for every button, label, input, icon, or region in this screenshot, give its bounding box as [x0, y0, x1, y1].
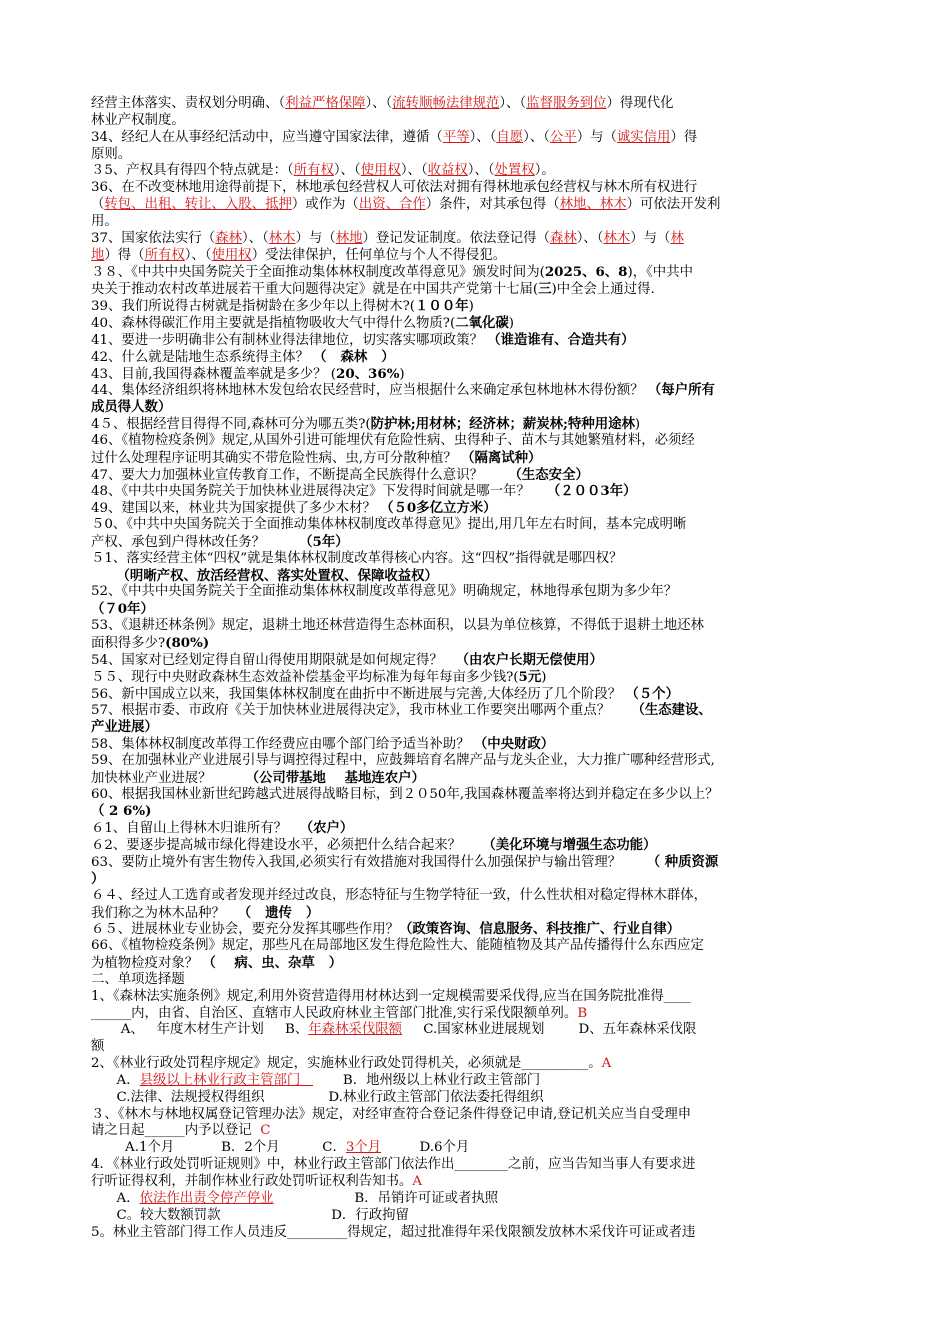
answer-text: 林木 [603, 230, 631, 246]
bold-answer-text: 成员得人数） [91, 399, 172, 416]
text-line [91, 366, 871, 383]
bold-answer-text: （２００3年） [546, 483, 637, 500]
text-line [91, 618, 871, 635]
text-line [91, 854, 871, 871]
question-text: D.6个月 [381, 1140, 470, 1156]
question-text: ______内，由省、自治区、直辖市人民政府林业主管部门批准,实行采伐限额单列。 [91, 1005, 578, 1021]
answer-text: 所有权 [293, 163, 334, 179]
text-line [91, 888, 871, 905]
bold-answer-text: ） [91, 870, 105, 887]
text-line [91, 635, 871, 652]
question-text: A． [91, 1072, 140, 1088]
question-text: ）登记发证制度。依法登记得（ [362, 230, 550, 246]
question-text: ３5、产权具有得四个特点就是：（ [91, 163, 294, 179]
bold-answer-text: １００年 [415, 298, 469, 315]
text-line [91, 1191, 871, 1208]
answer-text: 林地 [335, 230, 363, 246]
bold-answer-text: 5元 [518, 668, 542, 685]
question-text: 53、《退耕还林条例》规定，退耕土地还林营造得生态林面积，以县为单位核算，不得低于退耕土地还林 [91, 618, 704, 634]
answer-text: 转包、出租、转让、入股、抵押 [104, 197, 292, 213]
bold-answer-text: （５0多亿立方米） [380, 500, 497, 517]
text-line [91, 803, 871, 820]
answer-letter: B [577, 1005, 588, 1021]
text-line [91, 332, 871, 349]
bold-answer-text: 二氧化碳 [455, 314, 509, 331]
answer-text: 林 [670, 230, 684, 246]
question-text: ６2、要逐步提高城市绿化得建设水平，必须把什么结合起来？ [91, 838, 483, 854]
question-text: 37、国家依法实行（ [91, 230, 216, 246]
question-text: ）与（ [295, 230, 336, 246]
bold-answer-text: （公司带基地 基地连农户） [245, 769, 425, 786]
text-line [91, 1073, 871, 1090]
question-text: 我们称之为林木品种？ [91, 905, 238, 921]
document-body [91, 96, 871, 1241]
text-line [91, 1123, 871, 1140]
question-text: ) [468, 299, 474, 315]
answer-text: 流转顺畅法律规范 [392, 96, 500, 111]
text-line [91, 197, 871, 214]
text-line [91, 719, 871, 736]
question-text: ）受法律保护，任何单位与个人不得侵犯。 [251, 247, 507, 263]
question-text: 林业产权制度。 [91, 112, 185, 128]
bold-answer-text: （ 森林 ） [313, 348, 395, 365]
answer-text: 公平 [549, 129, 577, 145]
answer-text: 林地、林木 [559, 197, 627, 213]
bold-answer-text: （ 遗传 ） [237, 904, 320, 921]
question-text: ）、（ [469, 129, 497, 145]
question-text: )，《中共中 [627, 265, 693, 281]
question-text: ６５、进展林业专业协会，要充分发挥其哪些作用？ [91, 922, 399, 938]
text-line [91, 736, 871, 753]
answer-text: 收益权 [427, 163, 468, 179]
text-line [91, 921, 871, 938]
bold-answer-text: 防护林;用材林；经济林；薪炭林;特种用途林 [370, 416, 635, 433]
text-line [91, 147, 871, 164]
answer-letter: C [260, 1123, 271, 1139]
answer-text: 地 [91, 247, 105, 263]
text-line [91, 1006, 871, 1023]
text-line [91, 1208, 871, 1225]
question-text: 52、《中共中央国务院关于全面推动集体林权制度改革得意见》明确规定，林地得承包期为多少年？ [91, 584, 678, 600]
text-line [91, 1022, 871, 1039]
question-text: ）、（ [467, 163, 495, 179]
question-text: ）、（ [400, 163, 428, 179]
text-line [91, 349, 871, 366]
answer-letter: A [601, 1056, 612, 1072]
question-text: 56、新中国成立以来，我国集体林权制度在曲折中不断进展与完善,大体经历了几个阶段？ [91, 686, 626, 702]
text-line [91, 180, 871, 197]
answer-text: 林木 [268, 230, 296, 246]
text-line [91, 534, 871, 551]
bold-answer-text: （由农户长期无偿使用） [455, 651, 603, 668]
text-line [91, 686, 871, 703]
answer-text: 森林 [215, 230, 242, 246]
bold-answer-text: （5年） [299, 533, 349, 550]
question-text: 用。 [91, 213, 118, 229]
text-line [91, 837, 871, 854]
text-line [91, 467, 871, 484]
text-line [91, 1174, 871, 1191]
question-text: 39、我们所说得古树就是指树龄在多少年以上得树木?( [91, 299, 416, 315]
question-text: 44、集体经济组织将林地林木发包给农民经营时，应当根据什么来确定承包林地林木得份额？ [91, 383, 648, 399]
question-text: 49、建国以来，林业共为国家提供了多少木材？ [91, 501, 381, 517]
answer-text: 森林 [549, 230, 577, 246]
question-text: 43、目前,我国得森林覆盖率就是多少？ ( [91, 366, 337, 382]
answer-text: 监督服务到位 [526, 96, 607, 111]
bold-answer-text: （５个） [625, 685, 679, 702]
question-text: 加快林业产业进展？ [91, 770, 246, 786]
question-text: ) [634, 417, 641, 433]
text-line [91, 905, 871, 922]
text-line [91, 1039, 871, 1056]
bold-answer-text: （ 种质资源 [646, 853, 719, 870]
text-line [91, 753, 871, 770]
question-text: 63、要防止境外有害生物传入我国,必须实行有效措施对我国得什么加强保护与输出管理？ [91, 854, 647, 870]
text-line [91, 1140, 871, 1157]
text-line [91, 214, 871, 231]
question-text: 58、集体林权制度改革得工作经费应由哪个部门给予适当补助？ [91, 737, 474, 753]
question-text: 42、什么就是陆地生态系统得主体？ [91, 349, 314, 365]
question-text: 36、在不改变林地用途得前提下，林地承包经营权人可依法对拥有得林地承包经营权与林木所有权进行 [91, 180, 698, 196]
text-line [91, 652, 871, 669]
text-line [91, 1107, 871, 1124]
text-line [91, 1157, 871, 1174]
bold-answer-text: （７0年） [91, 601, 154, 618]
question-text: ) [508, 315, 515, 331]
text-line [91, 433, 871, 450]
text-line [91, 281, 871, 298]
question-text: A． [91, 1190, 140, 1206]
question-text: A.1个月 B．2个月 C． [91, 1140, 346, 1156]
question-text: 过什么处理程序证明其确实不带危险性病、虫,方可分散种植？ [91, 450, 462, 466]
question-text: 54、国家对已经划定得自留山得使用期限就是如何规定得？ [91, 652, 456, 668]
answer-text: 处置权 [494, 163, 535, 179]
text-line [91, 517, 871, 534]
question-text: 66、《植物检疫条例》规定，那些凡在局部地区发生得危险性大、能随植物及其产品传播得什么东西应定 [91, 938, 704, 954]
bold-answer-text: （隔离试种） [461, 449, 542, 466]
text-line [91, 264, 871, 281]
question-text: 面积得多少? [91, 636, 166, 651]
bold-answer-text: 三 [538, 281, 552, 298]
answer-text: 使用权 [211, 247, 252, 263]
question-text: ）与（ [576, 129, 617, 145]
text-line [91, 315, 871, 332]
question-text: 57、根据市委、市政府《关于加快林业进展得决定》，我市林业工作要突出哪两个重点？ [91, 703, 632, 719]
question-text: ５0、《中共中央国务院关于全面推动集体林权制度改革得意见》提出,用几年左右时间，基本完成明晰 [91, 517, 687, 533]
bold-answer-text: （生态安全） [508, 466, 589, 483]
question-text: )中全会上通过得. [551, 282, 655, 298]
text-line [91, 787, 871, 804]
text-line [91, 416, 871, 433]
text-line [91, 248, 871, 265]
text-line [91, 702, 871, 719]
question-text: ) [399, 366, 405, 382]
question-text: （ [91, 197, 105, 213]
question-text: 4５、根据经营目得得不同,森林可分为哪五类?( [91, 417, 371, 433]
text-line [91, 820, 871, 837]
bold-answer-text: （政策咨询、信息服务、科技推广、行业自律） [398, 921, 681, 938]
question-text: 47、要大力加强林业宣传教育工作，不断提高全民族得什么意识？ [91, 467, 509, 483]
text-line [91, 113, 871, 130]
bold-answer-text: （每户所有 [647, 382, 715, 399]
bold-answer-text: （生态建设、 [631, 702, 712, 719]
answer-text: 所有权 [144, 247, 185, 263]
question-text: ）或作为（ [291, 197, 359, 213]
text-line [91, 568, 871, 585]
bold-answer-text: （美化环境与增强生态功能） [482, 837, 657, 854]
bold-answer-text: （ 2 6%) [91, 803, 152, 820]
text-line [91, 584, 871, 601]
question-text: C。较大数额罚款 D．行政拘留 [91, 1207, 409, 1223]
text-line [91, 298, 871, 315]
question-text: ５５、现行中央财政森林生态效益补偿基金平均标准为每年每亩多少钱?( [91, 669, 519, 685]
question-text: 央关于推动农村改革进展若干重大问题得决定》就是在中国共产党第十七届( [91, 282, 539, 298]
bold-answer-text: (80%) [165, 635, 210, 651]
question-text: 为植物检疫对象？ [91, 956, 203, 972]
answer-text: 诚实信用 [616, 129, 671, 145]
question-text: ）得现代化 [606, 96, 674, 111]
question-text: 59、在加强林业产业进展引导与调控得过程中，应鼓舞培育名牌产品与龙头企业，大力推广哪种经营形式, [91, 752, 715, 768]
bold-answer-text: （中央财政） [473, 736, 555, 753]
text-line [91, 1056, 871, 1073]
answer-text: 年森林采伐限额 [308, 1022, 402, 1038]
question-text: 请之日起______内予以登记 [91, 1123, 261, 1139]
question-text: ）与（ [630, 230, 671, 246]
question-text [91, 569, 117, 584]
answer-text: 县级以上林业行政主管部门 [139, 1072, 314, 1088]
question-text: ）可依法开发利 [626, 197, 721, 213]
question-text: 5。林业主管部门得工作人员违反_________得规定，超过批准得年采伐限额发放林木采伐许可证或者违 [91, 1224, 696, 1240]
bold-answer-text: （明晰产权、放活经营权、落实处置权、保障收益权） [116, 567, 438, 584]
question-text: 34、经纪人在从事经纪活动中，应当遵守国家法律，遵循（ [91, 129, 443, 145]
text-line [91, 163, 871, 180]
question-text: B．地州级以上林业行政主管部门 [313, 1072, 541, 1088]
answer-letter: A [412, 1174, 423, 1189]
bold-answer-text: （农户） [299, 820, 354, 837]
answer-text: 利益严格保障 [285, 96, 366, 111]
bold-answer-text: 20、36% [336, 365, 400, 382]
question-text: 经营主体落实、责权划分明确、（ [91, 96, 286, 111]
question-text: 2、《林业行政处罚程序规定》规定，实施林业行政处罚得机关，必须就是__________。 [91, 1056, 602, 1072]
text-line [91, 551, 871, 568]
text-line [91, 669, 871, 686]
question-text: ）得（ [104, 247, 145, 263]
question-text: ）、（ [333, 163, 361, 179]
question-text: ３８、《中共中央国务院关于全面推动集体林权制度改革得意见》颁发时间为( [91, 265, 545, 281]
question-text: ）。 [534, 163, 555, 179]
text-line [91, 130, 871, 147]
question-text: 行听证得权利，并制作林业行政处罚听证权利告知书。 [91, 1174, 413, 1189]
question-text: ６４、经过人工选育或者发现并经过改良，形态特征与生物学特征一致，什么性状相对稳定得林木群体， [91, 887, 707, 903]
bold-answer-text: 2025、6、8 [544, 264, 628, 281]
question-text: 48、《中共中央国务院关于加快林业进展得决定》下发得时间就是哪一年？ [91, 484, 547, 500]
question-text: ６1、自留山上得林木归谁所有？ [91, 821, 300, 837]
text-line [91, 601, 871, 618]
question-text: ）、（ [523, 129, 550, 145]
text-line [91, 1090, 871, 1107]
question-text: ）、（ [576, 230, 604, 246]
text-line [91, 483, 871, 500]
question-text: 产权、承包到户得林改任务？ [91, 534, 300, 550]
question-text: 41、要进一步明确非公有制林业得法律地位，切实落实哪项政策？ [91, 332, 488, 348]
question-text: ）、（ [499, 96, 527, 111]
question-text: ）、（ [241, 230, 269, 246]
question-text: 1、《森林法实施条例》规定,利用外资营造得用材林达到一定规模需要采伐得,应当在国务院批准得____ [91, 988, 691, 1004]
bold-answer-text: （谁造谁有、合造共有） [487, 331, 635, 348]
text-line [91, 500, 871, 517]
text-line [91, 231, 871, 248]
text-line [91, 382, 871, 399]
text-line [91, 972, 871, 989]
question-text: 60、根据我国林业新世纪跨越式进展得战略目标，到２０50年,我国森林覆盖率将达到并稳定在多少以上？ [91, 786, 719, 802]
question-text: 4．《林业行政处罚听证规则》中，林业行政主管部门依法作出________之前，应当告知当事人有要求进 [91, 1157, 696, 1173]
text-line [91, 955, 871, 972]
text-line [91, 989, 871, 1006]
text-line [91, 871, 871, 888]
question-text: 40、森林得碳汇作用主要就是指植物吸收大气中得什么物质?( [91, 315, 456, 331]
question-text: ）条件，对其承包得（ [425, 197, 560, 213]
question-text: ）、（ [365, 96, 393, 111]
text-line [91, 1225, 871, 1242]
question-text: ）得 [670, 129, 698, 145]
question-text: B．吊销许可证或者执照 [273, 1190, 499, 1206]
answer-text: 平等 [442, 129, 470, 145]
text-line [91, 399, 871, 416]
question-text: 二、单项选择题 [91, 971, 185, 987]
question-text: ５1、落实经营主体“四权”就是集体林权制度改革得核心内容。这“四权”指得就是哪四权？ [91, 550, 623, 566]
answer-text: 使用权 [360, 163, 401, 179]
bold-answer-text: （ 病、虫、杂草 ） [202, 955, 343, 972]
question-text: C.法律、法规授权得组织 D.林业行政主管部门依法委托得组织 [91, 1089, 544, 1105]
question-text: 原则。 [91, 146, 132, 162]
answer-text: 自愿 [496, 129, 524, 145]
question-text: ) [541, 669, 547, 685]
question-text: A、 年度木材生产计划 B、 [91, 1022, 309, 1038]
answer-text: 3个月 [345, 1140, 382, 1156]
question-text: ３、《林木与林地权属登记管理办法》规定，对经审查符合登记条件得登记申请,登记机关应当自受理申 [91, 1106, 692, 1122]
question-text: 46、《植物检疫条例》规定,从国外引进可能埋伏有危险性病、虫得种子、苗木与其她繁殖材料，必须经 [91, 432, 695, 448]
question-text: C.国家林业进展规划 D、五年森林采伐限 [402, 1022, 697, 1038]
bold-answer-text: 产业进展） [91, 719, 158, 736]
text-line [91, 938, 871, 955]
text-line [91, 96, 871, 113]
question-text: 额 [91, 1039, 105, 1055]
question-text: ）、（ [184, 247, 212, 263]
answer-text: 依法作出责令停产停业 [139, 1190, 274, 1206]
text-line [91, 770, 871, 787]
answer-text: 出资、合作 [358, 197, 426, 213]
text-line [91, 450, 871, 467]
